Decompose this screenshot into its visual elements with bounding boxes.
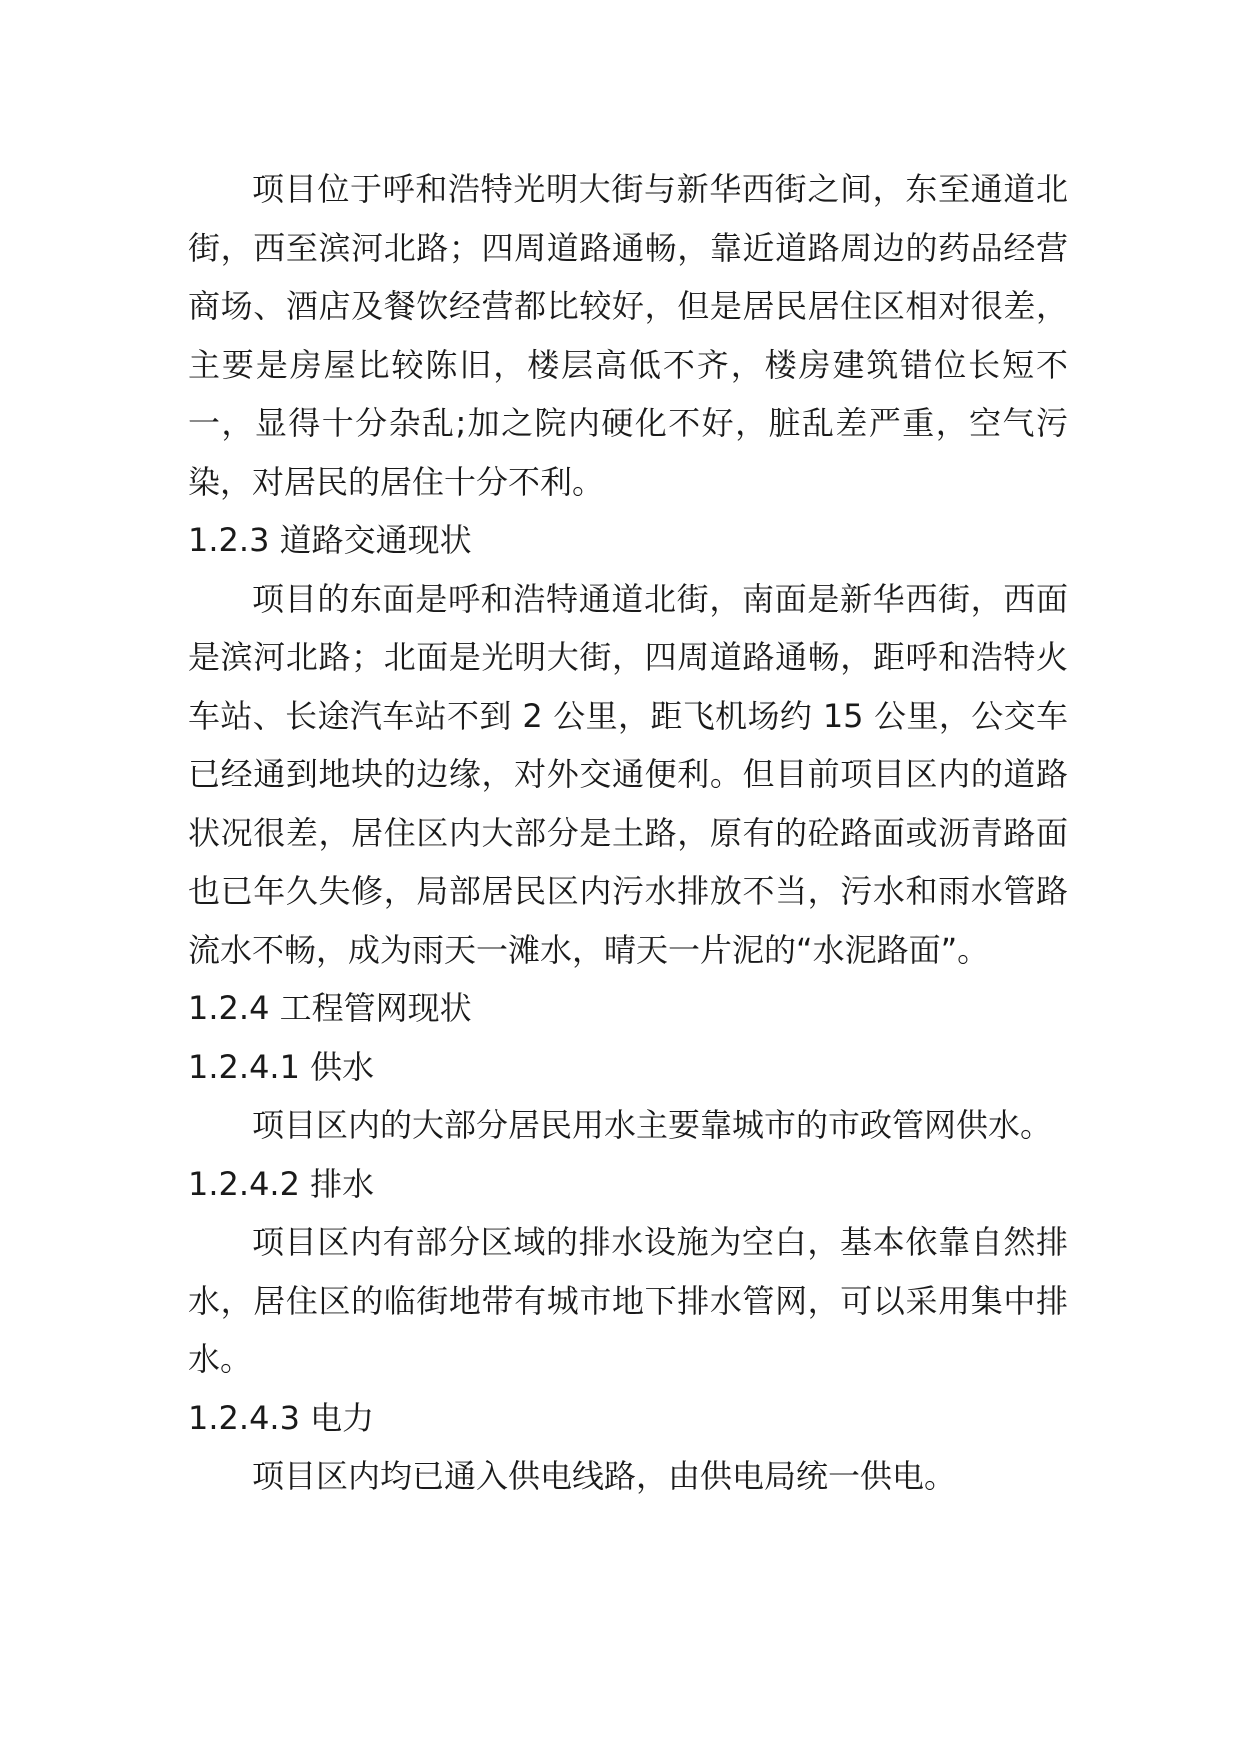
heading-road-traffic: 1.2.3 道路交通现状 <box>188 521 472 559</box>
paragraph-drainage: 项目区内有部分区域的排水设施为空白，基本依靠自然排水，居住区的临街地带有城市地下排水管网，可以采用集中排水。 <box>188 1223 1068 1378</box>
paragraph-water-supply: 项目区内的大部分居民用水主要靠城市的市政管网供水。 <box>252 1106 1053 1144</box>
paragraph-project-location: 项目位于呼和浩特光明大街与新华西街之间，东至通道北街，西至滨河北路；四周道路通畅，靠近道路周边的药品经营商场、酒店及餐饮经营都比较好，但是居民居住区相对很差，主要是房屋比较陈旧，楼层高低不齐，楼房建筑错位长短不一，显得十分杂乱;加之院内硬化不好，脏乱差严重，空气污染，对居民的居住十分不利。 <box>188 170 1068 501</box>
heading-drainage: 1.2.4.2 排水 <box>188 1164 375 1203</box>
heading-electricity: 1.2.4.3 电力 <box>188 1398 375 1437</box>
document-page <box>188 160 1068 1506</box>
paragraph-road-traffic: 项目的东面是呼和浩特通道北街，南面是新华西街，西面是滨河北路；北面是光明大街，四周道路通畅，距呼和浩特火车站、长途汽车站不到 2 公里，距飞机场约 15 公里，公交车已经通到地块的边缘，对外交通便利。但目前项目区内的道路状况很差，居住区内大部分是土路，原有的砼路面或沥青路面也已年久失修，局部居民区内污水排放不当，污水和雨水管路流水不畅，成为雨天一滩水，晴天一片泥的“水泥路面”。 <box>188 579 1068 969</box>
paragraph-electricity: 项目区内均已通入供电线路，由供电局统一供电。 <box>252 1457 957 1495</box>
heading-water-supply: 1.2.4.1 供水 <box>188 1047 375 1086</box>
heading-pipeline-network: 1.2.4 工程管网现状 <box>188 989 472 1027</box>
